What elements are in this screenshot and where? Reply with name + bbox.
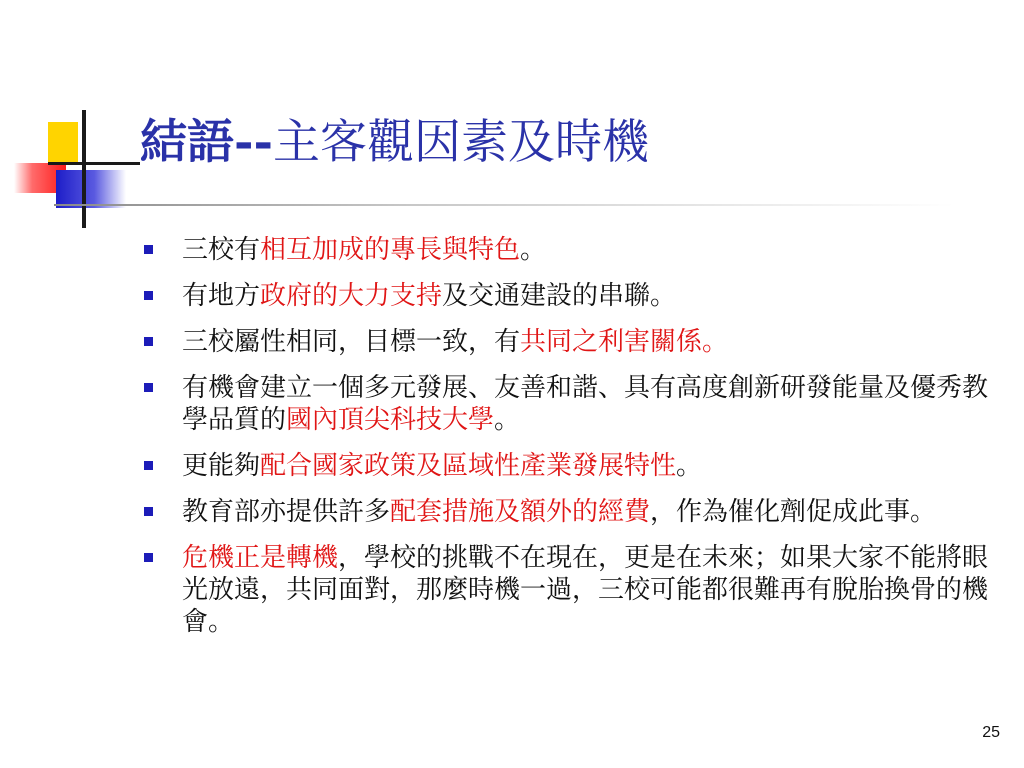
slide-title-lead: 結語--	[140, 115, 274, 170]
list-item	[142, 234, 1012, 266]
bullet-icon	[144, 337, 153, 346]
list-item	[142, 372, 1012, 436]
bullet-icon	[144, 553, 153, 562]
item-text: 及交通建設的串聯。	[442, 281, 677, 311]
bullet-icon	[144, 507, 153, 516]
slide-title	[140, 112, 990, 174]
bullet-icon	[144, 291, 153, 300]
item-text: 有機會建立一個多元發展、友善和諧、具有高度創新研發能量及優秀教學品質的	[182, 373, 989, 435]
blue-square-decoration	[56, 170, 126, 208]
item-highlight: 國內頂尖科技大學	[286, 405, 495, 435]
item-text: 教育部亦提供許多	[182, 497, 391, 527]
bullet-icon	[144, 245, 153, 254]
bullet-list	[142, 234, 1012, 652]
item-highlight: 配套措施及額外的經費	[390, 497, 651, 527]
item-text: 更能夠	[182, 451, 261, 481]
item-highlight: 危機正是轉機	[182, 543, 339, 573]
bullet-icon	[144, 461, 153, 470]
item-text: 。	[676, 451, 703, 481]
item-highlight: 政府的大力支持	[260, 281, 443, 311]
page-number: 25	[982, 724, 1000, 741]
item-text: 。	[520, 235, 547, 265]
list-item	[142, 280, 1012, 312]
item-text: ，學校的挑戰不在現在，更是在未來；如果大家不能將眼光放遠，共同面對，那麼時機一過，三校可能都很難再有脫胎換骨的機會。	[182, 543, 989, 637]
item-text: 三校有	[182, 235, 261, 265]
title-underline	[54, 204, 954, 206]
item-text: 。	[494, 405, 521, 435]
item-text: 有地方	[182, 281, 261, 311]
item-highlight: 相互加成的專長與特色	[260, 235, 521, 265]
item-highlight: 配合國家政策及區域性產業發展特性	[260, 451, 677, 481]
bullet-icon	[144, 383, 153, 392]
list-item	[142, 542, 1012, 638]
slide-logo-decoration	[0, 0, 140, 230]
slide-title-rest: 主客觀因素及時機	[273, 115, 650, 170]
horizontal-cross-line	[48, 162, 140, 165]
list-item	[142, 326, 1012, 358]
list-item	[142, 496, 1012, 528]
list-item	[142, 450, 1012, 482]
vertical-divider-line	[82, 110, 86, 228]
yellow-square-decoration	[48, 122, 78, 162]
item-text: 三校屬性相同，目標一致，有	[182, 327, 521, 357]
item-text: ，作為催化劑促成此事。	[650, 497, 937, 527]
item-highlight: 共同之利害關係。	[520, 327, 729, 357]
